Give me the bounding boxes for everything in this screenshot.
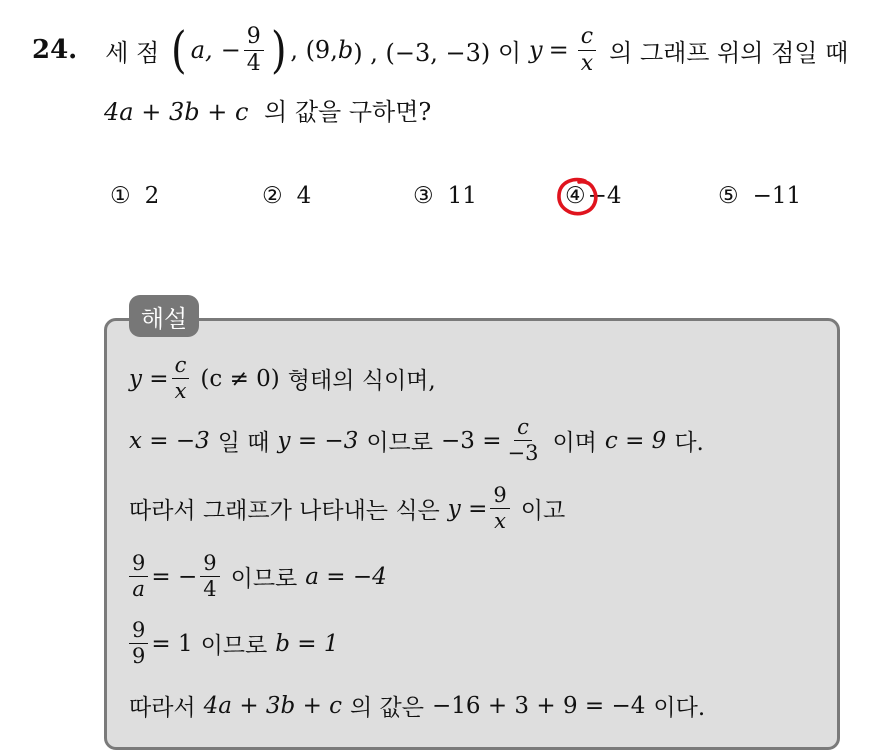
s2-x: x = −3 xyxy=(129,427,210,454)
choices xyxy=(0,175,884,219)
s6-text2: 의 값은 xyxy=(350,695,424,721)
eq-numerator: c xyxy=(578,26,596,51)
s4-numerator-2: 9 xyxy=(200,553,219,577)
s2-c: c = 9 xyxy=(604,427,667,454)
s2-when: 일 때 xyxy=(217,430,270,456)
eq-equals: = xyxy=(548,36,569,64)
point1-fraction xyxy=(244,23,264,76)
s5-denominator: 9 xyxy=(132,644,146,668)
s6-text: 따라서 xyxy=(129,695,196,721)
point1-a: a, xyxy=(190,36,213,64)
s5-eq: = 1 xyxy=(151,630,193,657)
choice-5-value: −11 xyxy=(752,183,802,209)
point2-b: b xyxy=(337,36,354,64)
s4-fraction-1 xyxy=(129,553,148,600)
s6-calc: −16 + 3 + 9 = −4 xyxy=(432,692,646,719)
question-expression: 4a + 3b + c xyxy=(104,98,249,126)
s2-so: 이므로 xyxy=(366,430,433,456)
s3-end: 이고 xyxy=(520,498,566,524)
question-number: 24. xyxy=(32,35,78,65)
solution-line-5 xyxy=(129,620,339,667)
question-ask: 의 값을 구하면? xyxy=(264,98,432,126)
s4-denominator-1: a xyxy=(132,577,145,601)
choice-5-mark: ⑤ xyxy=(718,183,739,209)
choice-1-mark: ① xyxy=(110,183,131,209)
choice-4-value: −4 xyxy=(587,183,622,209)
question xyxy=(32,21,872,126)
s4-text: 이므로 xyxy=(230,566,298,592)
s3-denominator: x xyxy=(494,509,506,533)
choice-3-value: 11 xyxy=(447,183,477,209)
s5-result: b = 1 xyxy=(275,630,339,657)
s4-fraction-2 xyxy=(200,553,219,600)
choice-3[interactable] xyxy=(413,183,477,209)
solution-box xyxy=(104,318,840,750)
choice-5[interactable] xyxy=(718,183,801,209)
s3-fraction xyxy=(490,485,509,532)
open-paren: ( xyxy=(171,21,187,79)
eq-y: y xyxy=(529,36,543,64)
s3-text: 따라서 그래프가 나타내는 식은 xyxy=(129,498,440,524)
s1-text: 형태의 식이며, xyxy=(287,368,436,394)
s6-end: 이다. xyxy=(653,695,706,721)
point2-open: , (9, xyxy=(290,36,338,64)
s2-numerator: c xyxy=(514,417,532,441)
point1-denominator: 4 xyxy=(246,50,261,76)
answer-circle-mark xyxy=(555,176,601,218)
choice-2[interactable] xyxy=(262,183,311,209)
solution-line-3 xyxy=(129,485,565,532)
choice-1[interactable] xyxy=(110,183,159,209)
choice-2-mark: ② xyxy=(262,183,283,209)
solution-line-1 xyxy=(129,355,436,402)
choice-1-value: 2 xyxy=(144,183,160,209)
choice-3-mark: ③ xyxy=(413,183,434,209)
s4-result: a = −4 xyxy=(305,563,387,590)
point1-minus: − xyxy=(220,36,241,64)
question-suffix: 의 그래프 위의 점일 때 xyxy=(609,38,849,67)
point1-numerator: 9 xyxy=(244,26,264,51)
solution-line-4 xyxy=(129,553,387,600)
s2-fraction xyxy=(504,417,541,464)
s5-text: 이므로 xyxy=(200,633,268,659)
question-line-2 xyxy=(104,92,431,127)
s1-numerator: c xyxy=(172,355,190,379)
s2-eq: −3 = xyxy=(440,427,502,454)
s1-lhs: y = xyxy=(129,365,169,392)
s4-numerator-1: 9 xyxy=(129,553,148,577)
s2-y: y = −3 xyxy=(277,427,359,454)
question-line-1 xyxy=(32,22,872,78)
s1-fraction xyxy=(172,355,190,402)
s1-condition: (c ≠ 0) xyxy=(200,365,280,392)
s2-and: 이며 xyxy=(552,430,597,456)
s5-fraction xyxy=(129,620,148,667)
s4-denominator-2: 4 xyxy=(203,577,217,601)
point2-close: ) , (−3, −3) 이 xyxy=(353,38,522,67)
s5-numerator: 9 xyxy=(129,620,148,644)
s3-eq: y = xyxy=(447,495,488,522)
solution-line-6 xyxy=(129,689,705,722)
question-prefix: 세 점 xyxy=(105,38,160,67)
eq-fraction xyxy=(578,23,596,76)
choice-2-value: 4 xyxy=(296,183,312,209)
s4-eq: = − xyxy=(151,563,198,590)
s2-denominator: −3 xyxy=(507,441,539,465)
s1-denominator: x xyxy=(174,379,187,403)
close-paren: ) xyxy=(270,21,287,79)
eq-denominator: x xyxy=(580,50,594,76)
solution-line-2 xyxy=(129,417,704,464)
s2-end: 다. xyxy=(674,430,704,456)
s6-expr: 4a + 3b + c xyxy=(203,692,343,719)
solution-tag: 해설 xyxy=(129,295,199,337)
s3-numerator: 9 xyxy=(490,485,509,509)
choice-4-mark: ④ xyxy=(565,183,586,209)
